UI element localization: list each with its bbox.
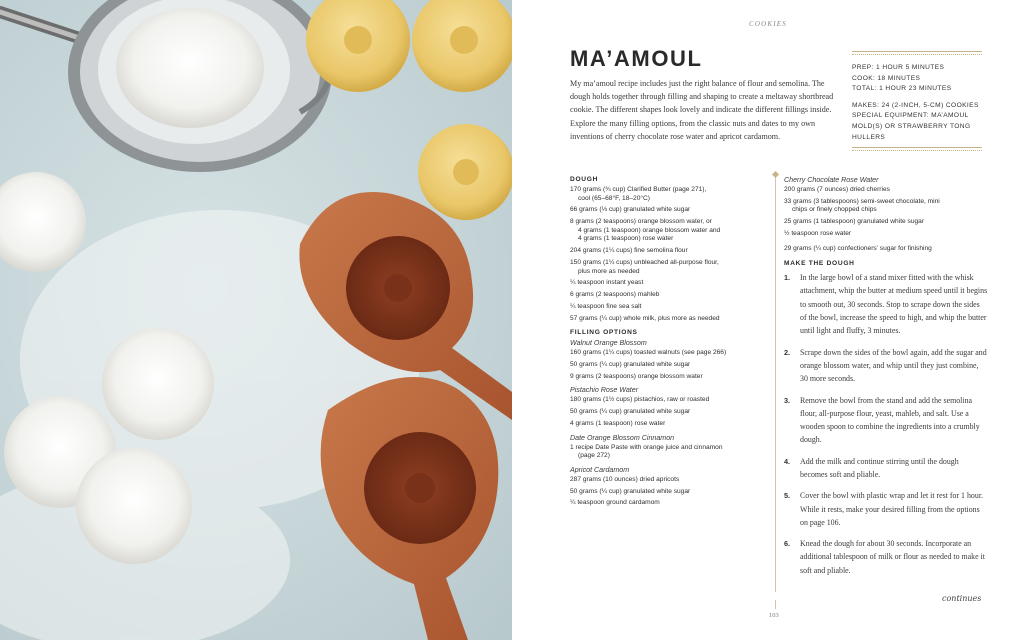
special-equipment: SPECIAL EQUIPMENT: MA’AMOUL bbox=[852, 112, 969, 120]
step-number: 6. bbox=[784, 539, 791, 549]
filling-name: Apricot Cardamom bbox=[570, 465, 630, 474]
ingredient-line: 57 grams (¼ cup) whole milk, plus more as needed bbox=[570, 314, 720, 322]
sugared-cookie bbox=[102, 328, 214, 440]
folio-rule bbox=[775, 600, 776, 609]
filling-name: Pistachio Rose Water bbox=[570, 386, 639, 395]
total-time: TOTAL: 1 HOUR 23 MINUTES bbox=[852, 85, 952, 93]
step-number: 4. bbox=[784, 456, 791, 466]
ingredient-line: 50 grams (¼ cup) granulated white sugar bbox=[570, 408, 691, 416]
ingredient-line: 9 grams (2 teaspoons) orange blossom water bbox=[570, 372, 703, 380]
sugared-cookie bbox=[76, 448, 192, 564]
filling-options-heading: FILLING OPTIONS bbox=[570, 329, 638, 337]
ingredient-line: 170 grams (¾ cup) Clarified Butter (page 271), cool (65–68°F, 18–20°C) bbox=[570, 186, 707, 202]
step-number: 1. bbox=[784, 273, 791, 283]
filling-name: Walnut Orange Blossom bbox=[570, 339, 647, 348]
decorative-rule bbox=[852, 51, 982, 57]
ingredient-line: 180 grams (1½ cups) pistachios, raw or roasted bbox=[570, 396, 710, 404]
method-steps bbox=[784, 271, 988, 577]
filling-ingredient-list bbox=[784, 186, 988, 239]
prep-time: PREP: 1 HOUR 5 MINUTES bbox=[852, 64, 945, 71]
step-number: 5. bbox=[784, 491, 791, 501]
ingredient-line: 66 grams (⅓ cup) granulated white sugar bbox=[570, 206, 691, 214]
step-text: Scrape down the sides of the bowl again, add the sugar and orange blossom water, and whip until they just combine, 30 more seconds. bbox=[800, 347, 987, 384]
sifter-sieve bbox=[0, 0, 332, 172]
yellow-flower-cookie bbox=[418, 124, 512, 220]
ingredient-line: 29 grams (¼ cup) confectioners’ sugar for finishing bbox=[784, 244, 932, 252]
column-divider bbox=[775, 172, 776, 592]
recipe-page bbox=[512, 0, 1024, 640]
recipe-title: MA’AMOUL bbox=[570, 46, 703, 71]
diamond-ornament-icon bbox=[772, 171, 779, 178]
ingredient-line: ½ teaspoon rose water bbox=[784, 229, 852, 237]
ingredient-line: 33 grams (3 tablespoons) semi-sweet chocolate, mini chips or finely chopped chips bbox=[784, 197, 940, 214]
dough-ingredient-list bbox=[570, 186, 770, 323]
ingredient-line: 8 grams (2 teaspoons) orange blossom water, or 4 grams (1 teaspoon) orange blossom water and 4 grams (1 teaspoon) rose water bbox=[570, 218, 721, 243]
step-text: Remove the bowl from the stand and add the semolina flour, all-purpose flour, yeast, mahleb, and salt. Use a wooden spoon to combine the ingredients into a crumbly dough. bbox=[800, 395, 980, 445]
yield: MAKES: 24 (2-INCH, 5-CM) COOKIES bbox=[852, 101, 979, 109]
step-number: 3. bbox=[784, 395, 791, 405]
ingredient-line: 150 grams (1¼ cups) unbleached all-purpose flour, plus more as needed bbox=[570, 258, 719, 275]
ingredient-line: 25 grams (1 tablespoon) granulated white sugar bbox=[784, 218, 925, 226]
method-step bbox=[784, 489, 988, 529]
step-text: Add the milk and continue stirring until the dough becomes soft and pliable. bbox=[800, 456, 959, 479]
recipe-intro: My ma’amoul recipe includes just the right balance of flour and semolina. The dough holds together through filling and shaping to create a meltaway shortbread cookie. The different shapes look lovely and indicate the different fillings inside. Explore the many filling options, from the classic nuts and dates to my own inventions of cherry chocolate rose water and apricot cardamom. bbox=[570, 79, 834, 141]
ingredient-line: ¼ teaspoon instant yeast bbox=[570, 279, 644, 287]
filling-ingredient-list bbox=[570, 349, 770, 381]
decorative-rule bbox=[852, 147, 982, 153]
ingredients-column bbox=[570, 176, 770, 511]
method-step bbox=[784, 394, 988, 447]
ingredient-line: 1 recipe Date Paste with orange juice and cinnamon (page 272) bbox=[570, 443, 723, 460]
step-text: Knead the dough for about 30 seconds. Incorporate an additional tablespoon of milk or flour as needed to make it soft and pliable. bbox=[800, 539, 985, 575]
filling-ingredient-list bbox=[570, 476, 770, 508]
cook-time: COOK: 18 MINUTES bbox=[852, 74, 921, 82]
special-equipment: MOLD(S) OR STRAWBERRY TONG bbox=[852, 122, 971, 130]
filling-ingredient-list bbox=[570, 444, 770, 461]
recipe-info-box bbox=[852, 51, 982, 153]
step-number: 2. bbox=[784, 347, 791, 357]
sugared-cookie bbox=[0, 172, 86, 272]
ingredient-line: 6 grams (2 teaspoons) mahleb bbox=[570, 291, 660, 299]
method-step bbox=[784, 455, 988, 482]
ingredient-line: 287 grams (10 ounces) dried apricots bbox=[570, 475, 680, 483]
method-step bbox=[784, 537, 988, 577]
special-equipment: HULLERS bbox=[852, 133, 886, 141]
filling-ingredient-list bbox=[570, 396, 770, 428]
ingredient-line: 50 grams (¼ cup) granulated white sugar bbox=[570, 487, 691, 495]
wooden-maamoul-mold bbox=[321, 377, 499, 640]
filling-name: Date Orange Blossom Cinnamon bbox=[570, 433, 675, 442]
ingredient-line: 200 grams (7 ounces) dried cherries bbox=[784, 186, 890, 193]
filling-name: Cherry Chocolate Rose Water bbox=[784, 176, 879, 184]
dough-heading: DOUGH bbox=[570, 176, 599, 183]
method-step bbox=[784, 346, 988, 386]
step-text: Cover the bowl with plastic wrap and let it rest for 1 hour. While it rests, make your desired filling from the options on page 106. bbox=[800, 491, 983, 527]
step-text: In the large bowl of a stand mixer fitted with the whisk attachment, whip the butter at medium speed until it begins to smooth out, 30 seconds. Stop to scrape down the sides of the bowl, increase the speed to high, and whip the butter until light and fluffy, 3 minutes. bbox=[800, 273, 988, 336]
ingredient-line: 160 grams (1¼ cups) toasted walnuts (see page 266) bbox=[570, 349, 727, 357]
ingredient-line: 4 grams (1 teaspoon) rose water bbox=[570, 419, 666, 427]
ingredient-line: 50 grams (¼ cup) granulated white sugar bbox=[570, 361, 691, 368]
method-column bbox=[784, 176, 988, 585]
ingredient-line: ¼ teaspoon fine sea salt bbox=[570, 302, 642, 310]
ingredient-line: 204 grams (1¼ cups) fine semolina flour bbox=[570, 247, 688, 255]
continues-note: continues bbox=[942, 594, 982, 603]
page-number: 103 bbox=[769, 612, 779, 619]
running-head: COOKIES bbox=[749, 20, 787, 28]
ingredient-line: ¼ teaspoon ground cardamom bbox=[570, 499, 660, 507]
make-the-dough-heading: MAKE THE DOUGH bbox=[784, 260, 855, 268]
yellow-flower-cookie bbox=[412, 0, 512, 92]
method-step bbox=[784, 271, 988, 337]
